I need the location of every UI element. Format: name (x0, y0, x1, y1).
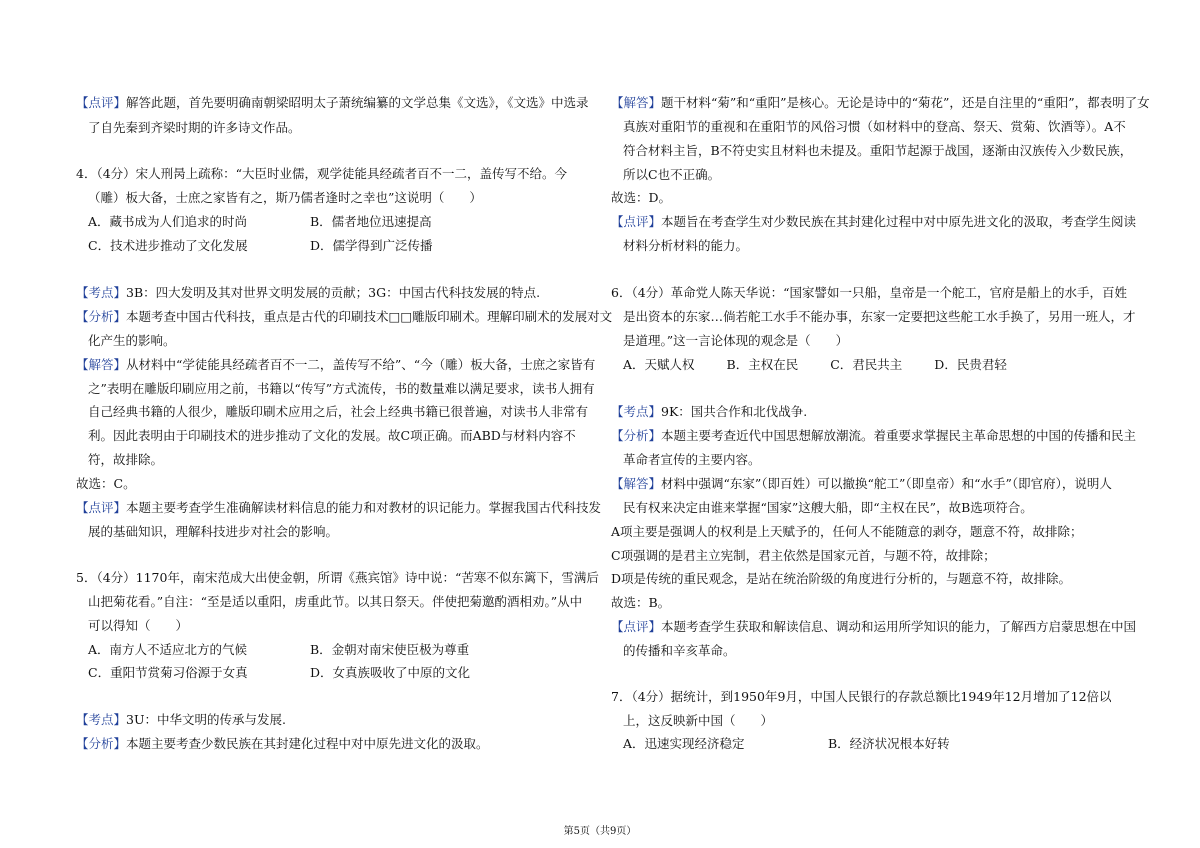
dianping-tag: 【点评】 (76, 95, 127, 110)
q4-option-d: D．儒学得到广泛传播 (310, 238, 433, 253)
q5-options-row-2 (88, 665, 588, 681)
q4-kaodian: 【考点】3B：四大发明及其对世界文明发展的贡献；3G：中国古代科技发展的特点. (76, 285, 541, 300)
q4-jieda-5: 符，故排除。 (88, 452, 164, 467)
q4-jieda-3: 自己经典书籍的人很少，雕版印刷术应用之后，社会上经典书籍已很普遍，对读书人非常有 (88, 404, 589, 419)
q6-fenxi-2: 革命者宣传的主要内容。 (623, 452, 761, 467)
q4-fenxi-2: 化产生的影响。 (88, 333, 176, 348)
q5-option-d: D．女真族吸收了中原的文化 (310, 665, 471, 680)
q7-options-row-1 (623, 736, 1123, 752)
page-footer: 第5页（共9页） (563, 826, 637, 837)
q4-option-c: C．技术进步推动了文化发展 (88, 238, 248, 253)
q5-jieda-4: 所以C也不正确。 (623, 167, 721, 182)
q4-fenxi-1: 【分析】本题考查中国古代科技，重点是古代的印刷技术□□雕版印刷术。理解印刷术的发展对文 (76, 309, 613, 324)
q5-fenxi: 【分析】本题主要考查少数民族在其封建化过程中对中原先进文化的汲取。 (76, 736, 489, 751)
q6-note-c: C项强调的是君主立宪制，君主依然是国家元首，与题不符，故排除； (611, 548, 996, 563)
q5-stem-2: 山把菊花看。”自注：“至是适以重阳，虏重此节。以其日祭天。伴使把菊邀酌酒相劝。”从中 (88, 594, 583, 609)
q6-note-a: A项主要是强调人的权利是上天赋予的，任何人不能随意的剥夺，题意不符，故排除； (611, 524, 1083, 539)
q5-stem-1: 5．（4分）1170年，南宋范成大出使金朝，所谓《燕宾馆》诗中说：“苦寒不似东篱下，雪满后 (76, 570, 599, 585)
q6-dianping-1: 【点评】本题考查学生获取和解读信息、调动和运用所学知识的能力，了解西方启蒙思想在中国 (611, 619, 1137, 634)
q5-jieda-2: 真族对重阳节的重视和在重阳节的风俗习惯（如材料中的登高、祭天、赏菊、饮酒等）。A不 (623, 119, 1126, 134)
q6-stem-1: 6．（4分）革命党人陈天华说：“国家譬如一只船，皇帝是一个舵工，官府是船上的水手，百姓 (611, 285, 1128, 300)
q6-kaodian: 【考点】9K：国共合作和北伐战争. (611, 404, 808, 419)
q5-option-c: C．重阳节赏菊习俗源于女真 (88, 665, 248, 680)
q6-jieda-2: 民有权来决定由谁来掌握“国家”这艘大船，即“主权在民”，故B选项符合。 (623, 500, 1033, 515)
q6-jieda-1: 【解答】材料中强调“东家”（即百姓）可以撤换“舵工”（即皇帝）和“水手”（即官府），说明人 (611, 476, 1112, 491)
q5-dianping-2: 材料分析材料的能力。 (623, 238, 749, 253)
q7-stem-2: 上，这反映新中国（ ） (623, 713, 774, 728)
q5-dianping-1: 【点评】本题旨在考查学生对少数民族在其封建化过程中对中原先进文化的汲取，考查学生阅读 (611, 214, 1137, 229)
q4-dianping-1: 【点评】本题主要考查学生准确解读材料信息的能力和对教材的识记能力。掌握我国古代科技发 (76, 500, 602, 515)
q6-option-c: C．君民共主 (830, 357, 903, 372)
q6-note-d: D项是传统的重民观念，是站在统治阶级的角度进行分析的，与题意不符，故排除。 (611, 571, 1072, 586)
q5-answer: 故选：D。 (611, 190, 672, 205)
q4-options-row-2 (88, 238, 588, 254)
q5-option-b: B．金朝对南宋使臣极为尊重 (310, 642, 470, 657)
q6-dianping-2: 的传播和辛亥革命。 (623, 643, 736, 658)
q5-jieda-3: 符合材料主旨，B不符史实且材料也未提及。重阳节起源于战国，逐渐由汉族传入少数民族， (623, 143, 1133, 158)
q4-answer: 故选：C。 (76, 476, 136, 491)
q6-stem-2: 是出资本的东家…倘若舵工水手不能办事，东家一定要把这些舵工水手换了，另用一班人，才 (623, 309, 1136, 324)
q6-fenxi-1: 【分析】本题主要考查近代中国思想解放潮流。着重要求掌握民主革命思想的中国的传播和民主 (611, 428, 1137, 443)
q6-option-a: A．天赋人权 (623, 357, 695, 372)
q4-jieda-2: 之”表明在雕版印刷应用之前，书籍以“传写”方式流传，书的数量难以满足要求，读书人拥有 (88, 381, 595, 396)
q4-jieda-1: 【解答】从材料中“学徒能具经疏者百不一二，盖传写不给”、“今（雕）板大备，士庶之家皆有 (76, 357, 596, 372)
q7-option-a: A．迅速实现经济稳定 (623, 736, 745, 751)
q5-options-row-1 (88, 642, 588, 658)
p1-line-1: 【点评】解答此题，首先要明确南朝梁昭明太子萧统编纂的文学总集《文选》，《文选》中选录 (76, 95, 589, 110)
q4-jieda-4: 利。因此表明由于印刷技术的进步推动了文化的发展。故C项正确。而ABD与材料内容不 (88, 428, 576, 443)
q6-option-d: D．民贵君轻 (934, 357, 1007, 372)
q5-jieda-1: 【解答】题干材料“菊”和“重阳”是核心。无论是诗中的“菊花”，还是自注里的“重阳”，都表明了女 (611, 95, 1150, 110)
q5-option-a: A．南方人不适应北方的气候 (88, 642, 248, 657)
q5-stem-3: 可以得知（ ） (88, 618, 189, 633)
p1-line-2: 了自先秦到齐梁时期的许多诗文作品。 (88, 120, 301, 135)
q5-kaodian: 【考点】3U：中华文明的传承与发展. (76, 712, 286, 727)
q6-answer: 故选：B。 (611, 595, 671, 610)
q4-stem-2: （雕）板大备，士庶之家皆有之，斯乃儒者逢时之幸也”这说明（ ） (88, 190, 482, 205)
q4-options-row-1 (88, 214, 588, 230)
q4-stem-1: 4．（4分）宋人刑昺上疏称：“大臣时业儒，观学徒能具经疏者百不一二，盖传写不给。今 (76, 166, 568, 181)
q4-dianping-2: 展的基础知识，理解科技进步对社会的影响。 (88, 524, 339, 539)
q6-options-row (623, 357, 1007, 373)
q6-option-b: B．主权在民 (726, 357, 799, 372)
q4-option-b: B．儒者地位迅速提高 (310, 214, 432, 229)
q7-stem-1: 7．（4分）据统计，到1950年9月，中国人民银行的存款总额比1949年12月增加了12倍以 (611, 689, 1112, 704)
q6-stem-3: 是道理。”这一言论体现的观念是（ ） (623, 333, 849, 348)
q4-option-a: A．藏书成为人们追求的时尚 (88, 214, 248, 229)
q7-option-b: B．经济状况根本好转 (828, 736, 950, 751)
